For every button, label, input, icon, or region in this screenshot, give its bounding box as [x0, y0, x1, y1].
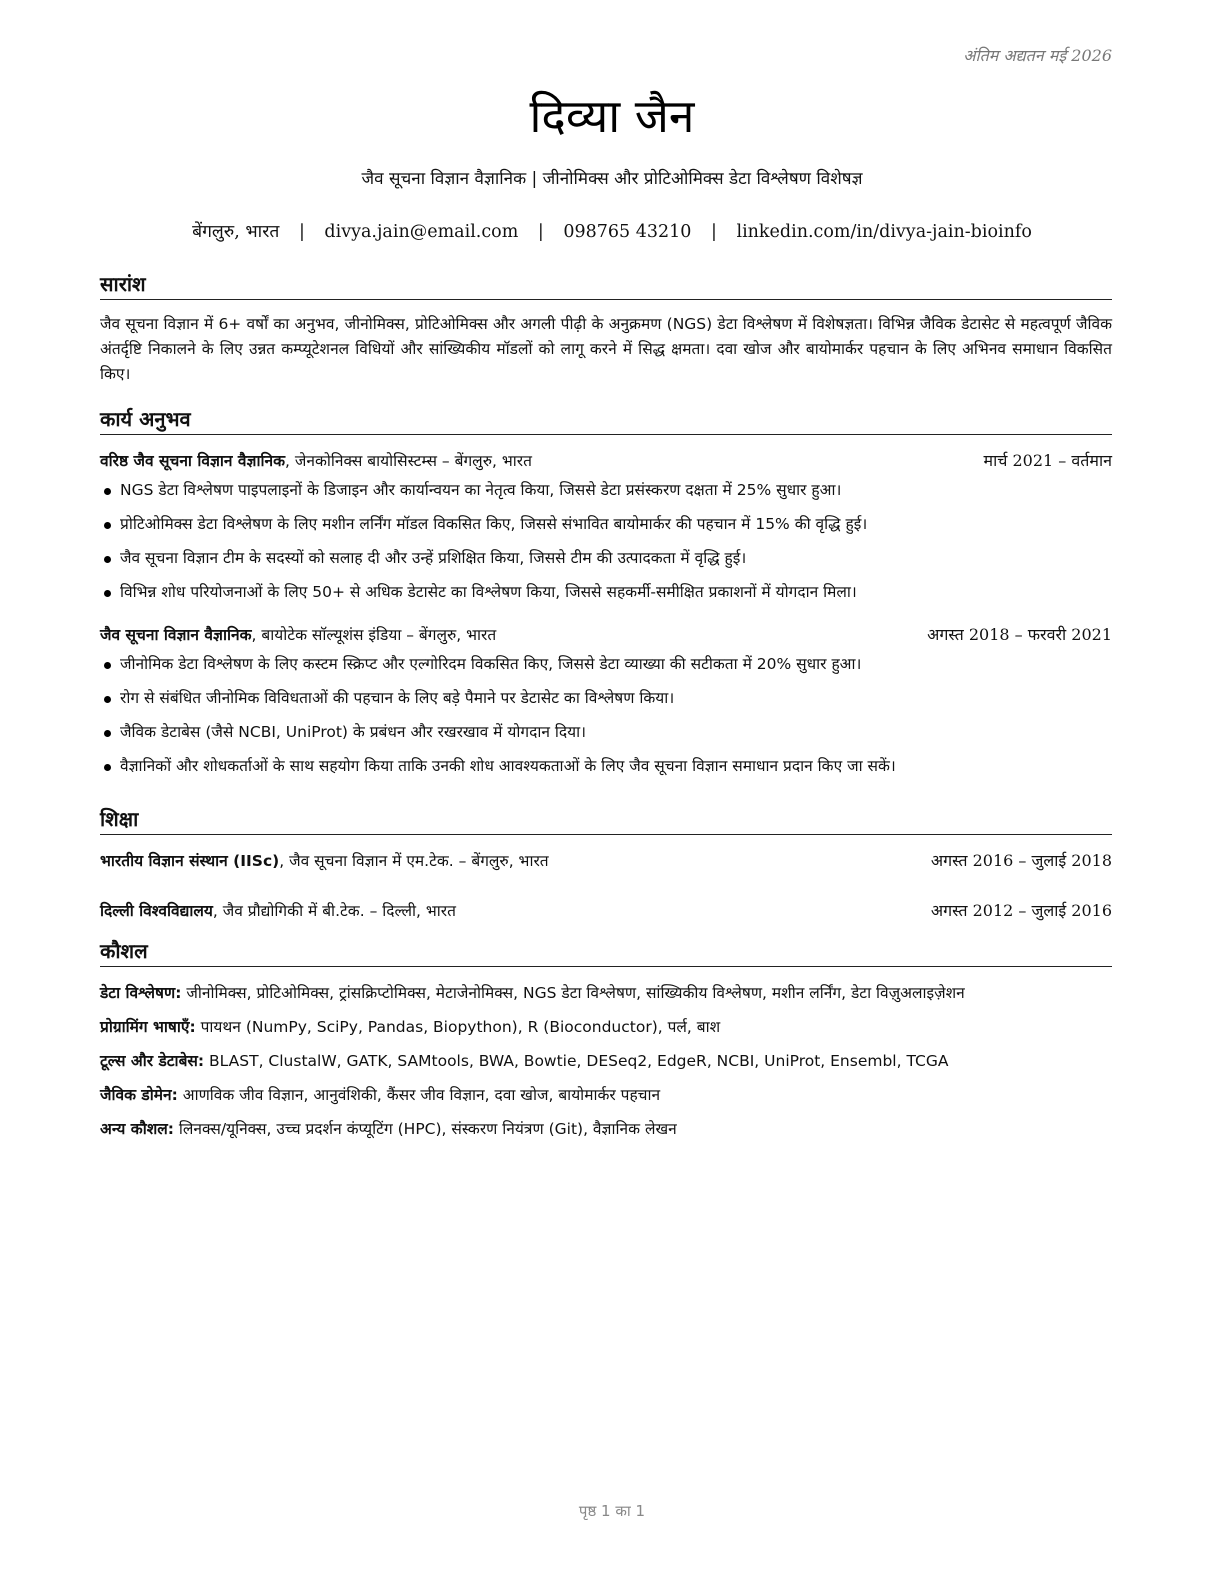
job-bullet: रोग से संबंधित जीनोमिक विविधताओं की पहचान के लिए बड़े पैमाने पर डेटासेट का विश्लेषण किया। [100, 681, 1112, 715]
skill-value: BLAST, ClustalW, GATK, SAMtools, BWA, Bowtie, DESeq2, EdgeR, NCBI, UniProt, Ensembl, TCGA [204, 1052, 949, 1070]
skill-row [100, 1044, 1112, 1078]
last-updated [963, 44, 1112, 66]
job-header [100, 623, 1112, 645]
job-title-line [100, 449, 532, 471]
skill-value: लिनक्स/यूनिक्स, उच्च प्रदर्शन कंप्यूटिंग (HPC), संस्करण नियंत्रण (Git), वैज्ञानिक लेखन [173, 1120, 677, 1138]
job-bullet: वैज्ञानिकों और शोधकर्ताओं के साथ सहयोग किया ताकि उनकी शोध आवश्यकताओं के लिए जैव सूचना विज्ञान समाधान प्रदान किए जा सकें। [100, 749, 1112, 783]
skill-label: अन्य कौशल: [100, 1120, 174, 1138]
education-dates: अगस्त 2012 – जुलाई 2016 [930, 901, 1112, 920]
contact-separator: | [298, 222, 305, 242]
education-institution: भारतीय विज्ञान संस्थान (IISc) [100, 852, 280, 870]
job-company: , बायोटेक सॉल्यूशंस इंडिया – बेंगलुरु, भारत [251, 626, 497, 644]
page-number: पृष्ठ 1 का 1 [578, 1502, 646, 1520]
education-detail: , जैव प्रौद्योगिकी में बी.टेक. – दिल्ली, भारत [212, 902, 456, 920]
experience-section [100, 405, 1112, 783]
job-bullet: विभिन्न शोध परियोजनाओं के लिए 50+ से अधिक डेटासेट का विश्लेषण किया, जिससे सहकर्मी-समीक्षित प्रकाशनों में योगदान मिला। [100, 575, 1112, 609]
skill-label: टूल्स और डेटाबेस: [100, 1052, 205, 1070]
skill-row [100, 1010, 1112, 1044]
contact-phone: 098765 43210 [563, 222, 692, 242]
skill-label: जैविक डोमेन: [100, 1086, 178, 1104]
contact-line [0, 219, 1224, 243]
education-section [100, 805, 1112, 921]
job-bullets [100, 647, 1112, 783]
candidate-headline: जैव सूचना विज्ञान वैज्ञानिक | जीनोमिक्स और प्रोटिओमिक्स डेटा विश्लेषण विशेषज्ञ [361, 169, 863, 189]
contact-separator: | [537, 222, 544, 242]
section-title-skills: कौशल [100, 937, 1112, 967]
job-bullet: जीनोमिक डेटा विश्लेषण के लिए कस्टम स्क्रिप्ट और एल्गोरिदम विकसित किए, जिससे डेटा व्याख्या की सटीकता में 20% सुधार हुआ। [100, 647, 1112, 681]
job-dates: मार्च 2021 – वर्तमान [983, 451, 1112, 470]
skill-value: जीनोमिक्स, प्रोटिओमिक्स, ट्रांसक्रिप्टोमिक्स, मेटाजेनोमिक्स, NGS डेटा विश्लेषण, सांख्यिकीय विश्लेषण, मशीन लर्निंग, डेटा विज़ुअलाइज़ेशन [181, 984, 965, 1002]
job-company: , जेनकोनिक्स बायोसिस्टम्स – बेंगलुरु, भारत [285, 452, 532, 470]
job-bullets [100, 473, 1112, 609]
job-role: वरिष्ठ जैव सूचना विज्ञान वैज्ञानिक [100, 452, 286, 470]
job-entry [100, 449, 1112, 609]
skill-value: पायथन (NumPy, SciPy, Pandas, Biopython), R (Bioconductor), पर्ल, बाश [195, 1018, 721, 1036]
contact-separator: | [710, 222, 717, 242]
skills-section [100, 937, 1112, 1146]
education-entry [100, 899, 1112, 921]
contact-linkedin[interactable]: linkedin.com/in/divya-jain-bioinfo [736, 222, 1032, 242]
education-dates: अगस्त 2016 – जुलाई 2018 [930, 851, 1112, 870]
summary-section [100, 270, 1112, 387]
contact-email[interactable]: divya.jain@email.com [324, 222, 519, 242]
last-updated-label: अंतिम अद्यतन मई [963, 46, 1067, 65]
skill-label: प्रोग्रामिंग भाषाएँ: [100, 1018, 196, 1036]
skill-row [100, 1112, 1112, 1146]
job-bullet: जैव सूचना विज्ञान टीम के सदस्यों को सलाह दी और उन्हें प्रशिक्षित किया, जिससे टीम की उत्पादकता में वृद्धि हुई। [100, 541, 1112, 575]
job-role: जैव सूचना विज्ञान वैज्ञानिक [100, 626, 252, 644]
job-bullet: प्रोटिओमिक्स डेटा विश्लेषण के लिए मशीन लर्निंग मॉडल विकसित किए, जिससे संभावित बायोमार्कर की पहचान में 15% की वृद्धि हुई। [100, 507, 1112, 541]
skill-row [100, 1078, 1112, 1112]
summary-text: जैव सूचना विज्ञान में 6+ वर्षों का अनुभव, जीनोमिक्स, प्रोटिओमिक्स और अगली पीढ़ी के अनुक्रमण (NGS) डेटा विश्लेषण में विशेषज्ञता। विभिन्न जैविक डेटासेट से महत्वपूर्ण जैविक अंतर्दृष्टि निकालने के लिए उन्नत कम्प्यूटेशनल विधियों और सांख्यिकीय मॉडलों को लागू करने में सिद्ध क्षमता। दवा खोज और बायोमार्कर पहचान के लिए अभिनव समाधान विकसित किए। [100, 315, 1112, 383]
education-detail: , जैव सूचना विज्ञान में एम.टेक. – बेंगलुरु, भारत [279, 852, 549, 870]
job-header [100, 449, 1112, 471]
skill-value: आणविक जीव विज्ञान, आनुवंशिकी, कैंसर जीव विज्ञान, दवा खोज, बायोमार्कर पहचान [177, 1086, 661, 1104]
job-entry [100, 623, 1112, 783]
candidate-name: दिव्या जैन [529, 89, 695, 143]
job-bullet: जैविक डेटाबेस (जैसे NCBI, UniProt) के प्रबंधन और रखरखाव में योगदान दिया। [100, 715, 1112, 749]
job-bullet: NGS डेटा विश्लेषण पाइपलाइनों के डिजाइन और कार्यान्वयन का नेतृत्व किया, जिससे डेटा प्रसंस्करण दक्षता में 25% सुधार हुआ। [100, 473, 1112, 507]
contact-location: बेंगलुरु, भारत [192, 222, 280, 242]
skills-list [100, 976, 1112, 1146]
skill-row [100, 976, 1112, 1010]
last-updated-year: 2026 [1071, 46, 1112, 65]
job-dates: अगस्त 2018 – फरवरी 2021 [927, 625, 1112, 644]
section-title-experience: कार्य अनुभव [100, 405, 1112, 435]
job-title-line [100, 623, 496, 645]
section-title-summary: सारांश [100, 270, 1112, 300]
education-institution: दिल्ली विश्वविद्यालय [100, 902, 213, 920]
skill-label: डेटा विश्लेषण: [100, 984, 182, 1002]
education-entry [100, 849, 1112, 871]
section-title-education: शिक्षा [100, 805, 1112, 835]
education-line [100, 849, 549, 871]
education-line [100, 899, 456, 921]
